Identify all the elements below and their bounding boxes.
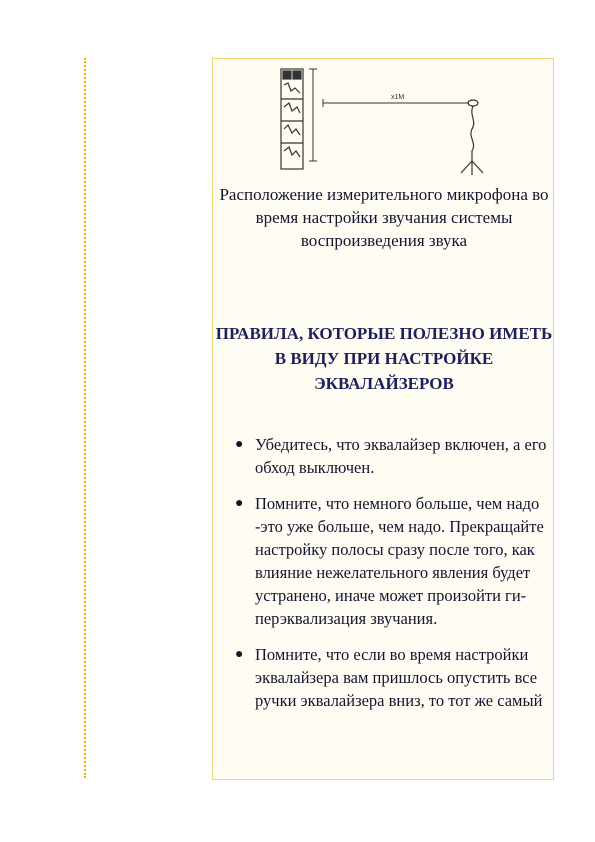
list-item <box>229 433 551 479</box>
speaker-stack-icon <box>281 69 303 169</box>
margin-dotted-line <box>84 58 86 778</box>
bullet-icon: ● <box>235 437 244 452</box>
bullet-icon: ● <box>235 647 244 662</box>
microphone-placement-figure <box>273 63 493 181</box>
rule-text: Помните, что если во время настройки эквалайзера вам пришлось опустить все ручки эквалайзера вниз, то тот же самый <box>255 645 543 710</box>
figure-caption: Расположение измерительного микрофона во время настройки звучания системы воспроизведения звука <box>219 185 549 250</box>
rule-text: Убедитесь, что эквалайзер включен, а его обход выключен. <box>255 435 547 477</box>
microphone-stand-icon <box>461 100 483 175</box>
list-item <box>229 643 551 712</box>
content-panel <box>212 58 554 780</box>
section-heading: ПРАВИЛА, КОТОРЫЕ ПОЛЕЗНО ИМЕТЬ В ВИДУ ПРИ НАСТРОЙКЕ ЭКВАЛАЙЗЕРОВ <box>215 324 553 393</box>
list-item <box>229 492 551 630</box>
rules-list <box>229 433 551 725</box>
rule-text: Помните, что немного больше, чем надо -это уже больше, чем надо. Прекращайте настройку полосы сразу после того, как влияние нежелательного явления будет устранено, иначе может произойти ги-перэквализация звучания. <box>255 494 544 628</box>
bullet-icon: ● <box>235 496 244 511</box>
distance-label: x1M <box>391 94 405 101</box>
